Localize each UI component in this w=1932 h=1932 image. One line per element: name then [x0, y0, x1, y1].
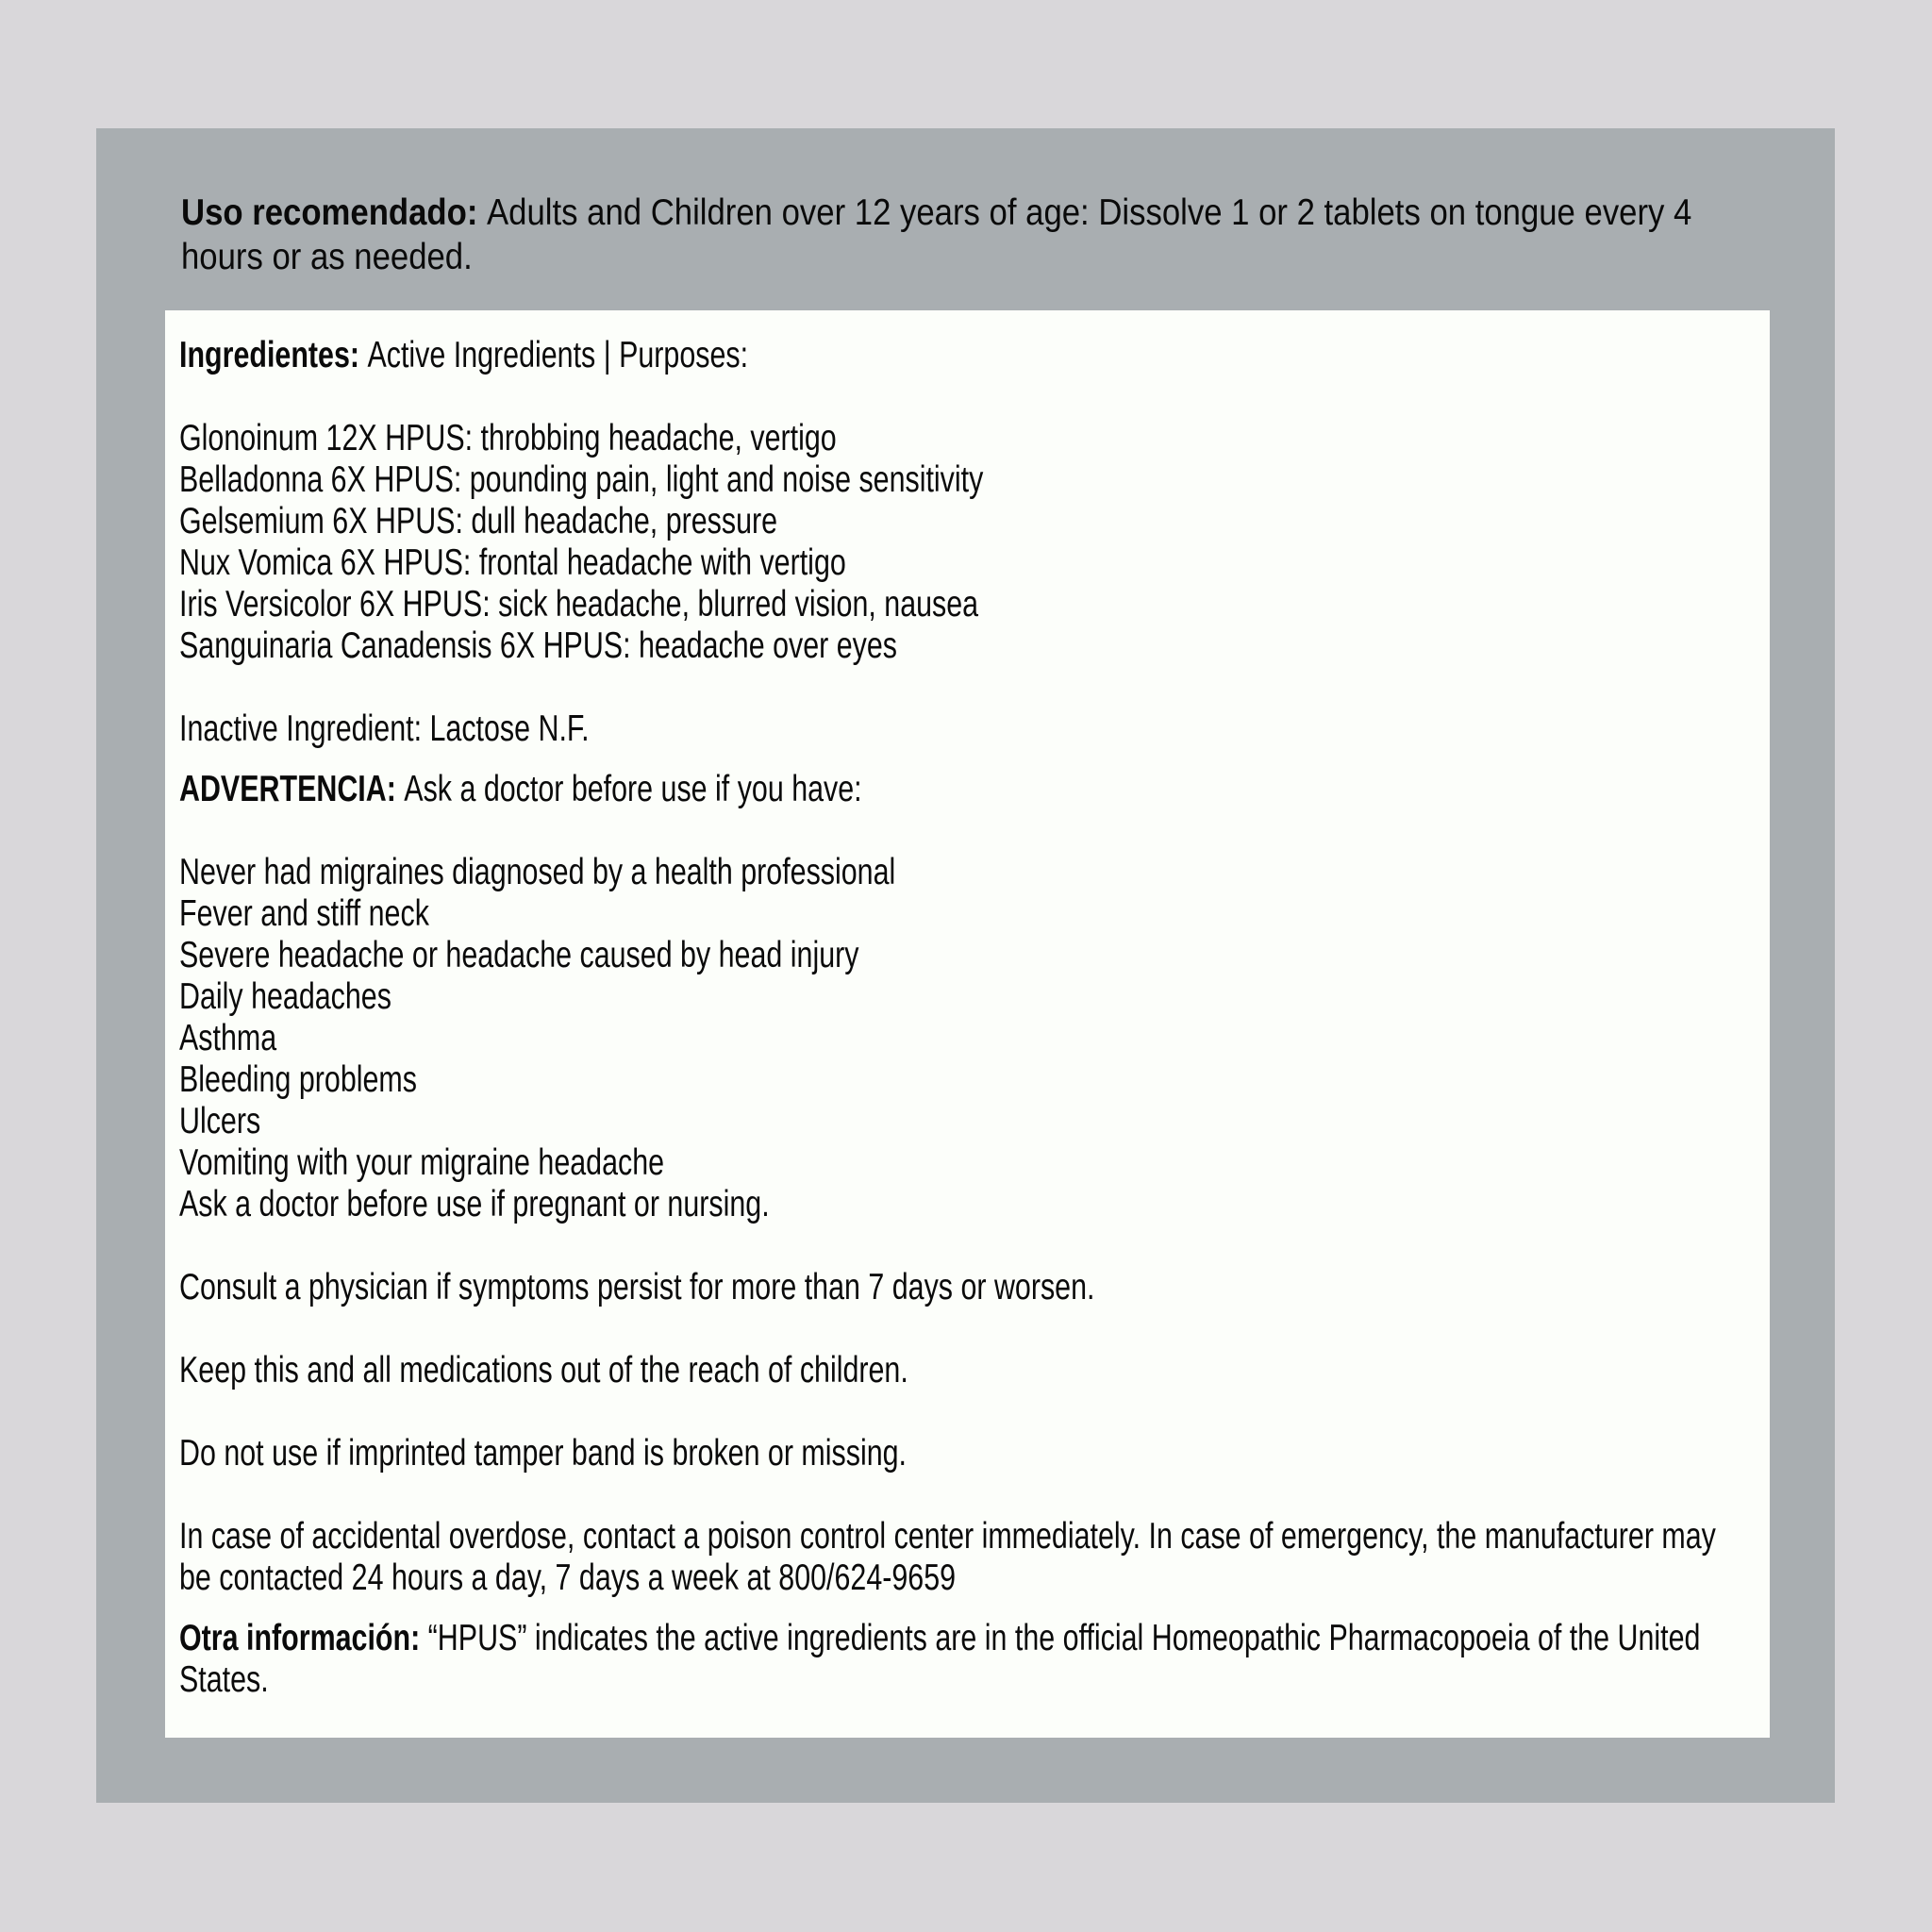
text-line: Never had migraines diagnosed by a health professional — [179, 852, 896, 892]
text-line: Otra información: “HPUS” indicates the active ingredients are in the official Homeopathic Pharmacopoeia of the United — [179, 1618, 1701, 1658]
text-line: Do not use if imprinted tamper band is broken or missing. — [179, 1433, 908, 1474]
paragraph — [179, 769, 1716, 810]
text-line: Uso recomendado: Adults and Children over 12 years of age: Dissolve 1 or 2 tablets on tongue every 4 — [181, 192, 1692, 233]
text-line: Consult a physician if symptoms persist for more than 7 days or worsen. — [179, 1267, 1095, 1307]
text-line: Iris Versicolor 6X HPUS: sick headache, blurred vision, nausea — [179, 584, 979, 625]
text-line: Vomiting with your migraine headache — [179, 1142, 665, 1183]
text-line: Bleeding problems — [179, 1059, 417, 1100]
text-line: Inactive Ingredient: Lactose N.F. — [179, 708, 590, 749]
text-line: Daily headaches — [179, 976, 391, 1017]
text-line: Keep this and all medications out of the reach of children. — [179, 1350, 908, 1391]
text-line: Ingredientes: Active Ingredients | Purposes: — [179, 335, 749, 375]
text-line: Asthma — [179, 1018, 277, 1058]
text-line: Ask a doctor before use if pregnant or nursing. — [179, 1184, 770, 1224]
paragraph — [179, 708, 1716, 750]
bold-lead-label: ADVERTENCIA: — [179, 769, 405, 809]
paragraph — [179, 1433, 1716, 1474]
text-line: Gelsemium 6X HPUS: dull headache, pressure — [179, 501, 778, 541]
text-line: hours or as needed. — [181, 237, 473, 277]
paragraph — [179, 1516, 1716, 1599]
paragraph — [179, 1618, 1716, 1701]
bold-lead-label: Ingredientes: — [179, 335, 368, 375]
text-line: Nux Vomica 6X HPUS: frontal headache with vertigo — [179, 542, 846, 583]
paragraph — [181, 191, 1691, 279]
text-line: Ulcers — [179, 1101, 261, 1141]
bold-lead-label: Uso recomendado: — [181, 192, 488, 233]
text-line: be contacted 24 hours a day, 7 days a week at 800/624-9659 — [179, 1557, 957, 1598]
drug-facts-card — [165, 310, 1770, 1738]
usage-panel — [96, 128, 1835, 1803]
bold-lead-label: Otra información: — [179, 1618, 428, 1658]
text-line: Glonoinum 12X HPUS: throbbing headache, vertigo — [179, 418, 837, 458]
text-line: ADVERTENCIA: Ask a doctor before use if you have: — [179, 769, 862, 809]
paragraph — [179, 1350, 1716, 1391]
paragraph — [179, 852, 1716, 1225]
paragraph — [179, 335, 1716, 376]
usage-directions-text — [181, 191, 1691, 279]
text-line: States. — [179, 1659, 269, 1700]
text-line: Fever and stiff neck — [179, 893, 429, 934]
paragraph — [179, 1267, 1716, 1308]
text-line: In case of accidental overdose, contact a poison control center immediately. In case of emergency, the manufacturer may — [179, 1516, 1716, 1557]
drug-facts-text — [179, 335, 1716, 1701]
paragraph — [179, 418, 1716, 667]
text-line: Severe headache or headache caused by head injury — [179, 935, 859, 975]
text-line: Belladonna 6X HPUS: pounding pain, light and noise sensitivity — [179, 459, 984, 500]
text-line: Sanguinaria Canadensis 6X HPUS: headache over eyes — [179, 625, 897, 666]
